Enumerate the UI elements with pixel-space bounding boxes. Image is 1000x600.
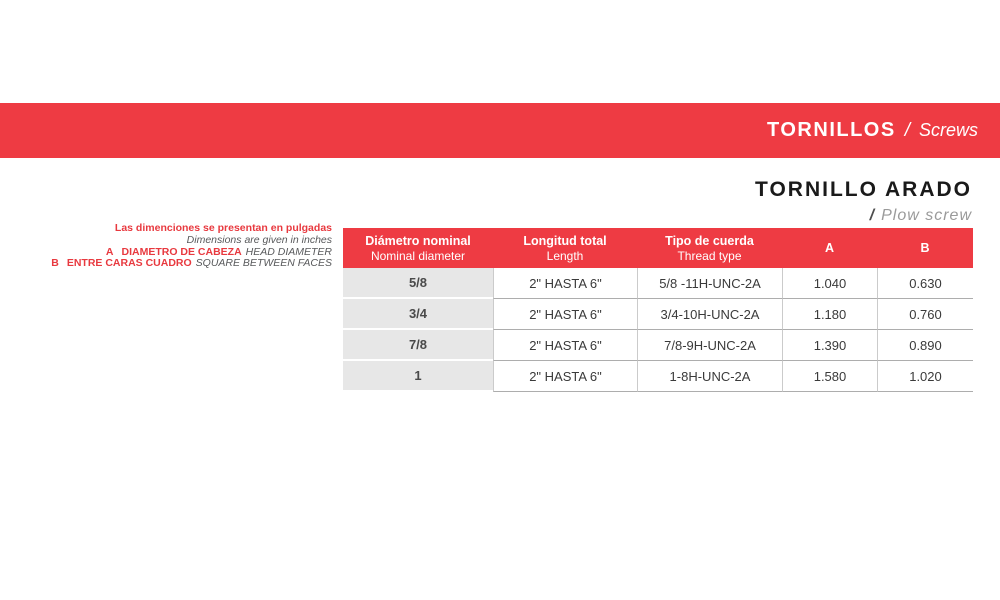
- header-b: B: [920, 240, 930, 255]
- cell-diameter: 7/8: [343, 330, 493, 361]
- header-thread: Tipo de cuerda Thread type: [665, 233, 754, 263]
- note-line-b: B ENTRE CARAS CUADRO SQUARE BETWEEN FACES: [51, 257, 332, 270]
- subtitle-text: Plow screw: [881, 207, 972, 224]
- cell-diameter: 3/4: [343, 299, 493, 330]
- cell-diameter: 1: [343, 361, 493, 392]
- cell-diameter: 5/8: [343, 268, 493, 299]
- table-row: [343, 299, 973, 330]
- subtitle-slash: /: [869, 207, 876, 224]
- header-diameter: Diámetro nominal Nominal diameter: [365, 233, 471, 263]
- band-separator: /: [904, 119, 910, 141]
- page-title-block: [755, 178, 972, 225]
- cell-a: 1.040: [782, 268, 877, 299]
- cell-thread: 3/4-10H-UNC-2A: [637, 299, 782, 330]
- note-line-2: Dimensions are given in inches: [186, 233, 332, 246]
- table-row: [343, 330, 973, 361]
- band-title-english: Screws: [918, 120, 978, 140]
- note-line-a: A DIAMETRO DE CABEZA HEAD DIAMETER: [105, 245, 332, 258]
- dimension-notes: [51, 223, 332, 270]
- header-a: A: [824, 240, 835, 255]
- cell-thread: 5/8 -11H-UNC-2A: [637, 268, 782, 299]
- note-line-1: Las dimenciones se presentan en pulgadas: [114, 222, 332, 234]
- spec-table: [343, 228, 973, 392]
- band-title-spanish: TORNILLOS: [767, 119, 896, 141]
- cell-length: 2" HASTA 6": [493, 361, 637, 392]
- page-subtitle: [755, 207, 972, 225]
- cell-a: 1.180: [782, 299, 877, 330]
- table-row: [343, 268, 973, 299]
- table-row: [343, 361, 973, 392]
- cell-a: 1.580: [782, 361, 877, 392]
- cell-b: 0.630: [877, 268, 973, 299]
- table-header-row: [343, 228, 973, 268]
- cell-length: 2" HASTA 6": [493, 268, 637, 299]
- header-length: Longitud total Length: [523, 233, 607, 263]
- cell-b: 0.890: [877, 330, 973, 361]
- cell-b: 0.760: [877, 299, 973, 330]
- cell-thread: 7/8-9H-UNC-2A: [637, 330, 782, 361]
- cell-b: 1.020: [877, 361, 973, 392]
- section-header-band: [0, 103, 1000, 158]
- cell-length: 2" HASTA 6": [493, 330, 637, 361]
- page-title: TORNILLO ARADO: [755, 178, 972, 201]
- cell-length: 2" HASTA 6": [493, 299, 637, 330]
- cell-a: 1.390: [782, 330, 877, 361]
- cell-thread: 1-8H-UNC-2A: [637, 361, 782, 392]
